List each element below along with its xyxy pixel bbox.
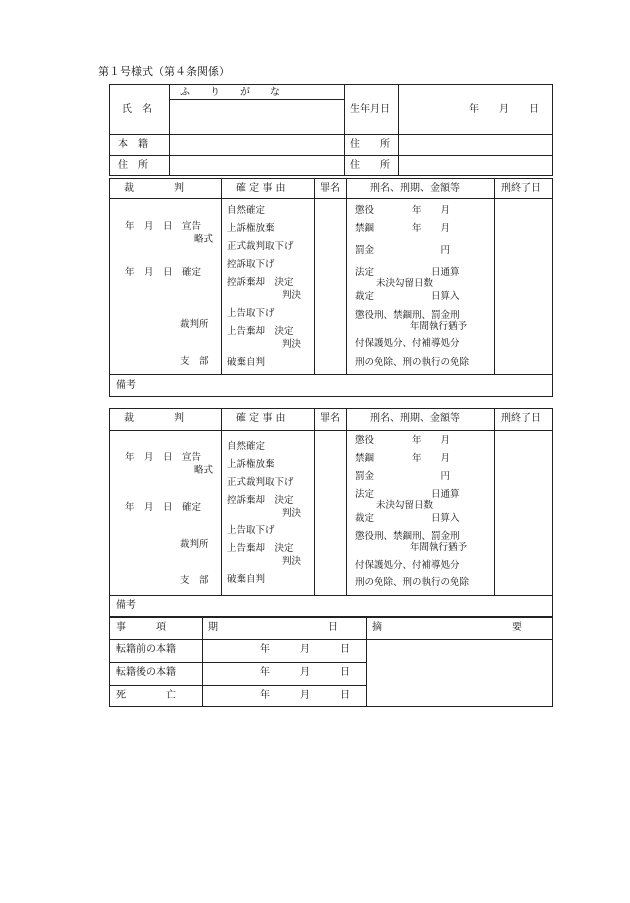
sentence-header: 刑名、刑期、金額等: [370, 413, 460, 424]
judgment-table-divider: [109, 374, 553, 375]
confirmation-reason: 自然確定: [227, 441, 266, 452]
transfer-death-divider: [109, 685, 366, 686]
confirmation-reason: 上告取下げ: [227, 525, 275, 536]
court-header: 裁 判: [124, 183, 184, 194]
transfer-before-label: 転籍前の本籍: [116, 644, 176, 655]
sentence-line: 法定 日通算: [355, 267, 460, 278]
sentence-line: 年間執行猶予: [410, 542, 468, 553]
sentence-line: 未決勾留日数: [376, 500, 434, 511]
period-header: 期 日: [208, 622, 338, 633]
name-label: 氏 名: [122, 104, 152, 115]
sentence-line: 罰金 円: [355, 471, 451, 482]
transfer-death-divider: [202, 617, 203, 707]
end-date-header: 刑終了日: [501, 413, 541, 424]
confirmation-reason: 破棄自判: [227, 574, 266, 585]
furigana-label: ふ り が な: [180, 87, 280, 98]
confirmation-reason: 上訴権放棄: [227, 459, 275, 470]
end-date-header: 刑終了日: [501, 183, 541, 194]
court-line: 裁判所: [180, 539, 209, 550]
transfer-before-date: 年 月 日: [260, 644, 350, 655]
transfer-after-date: 年 月 日: [260, 667, 350, 678]
crime-name-header: 罪名: [320, 183, 340, 194]
summary-header: 摘 要: [372, 622, 522, 633]
judgment-table-divider: [346, 178, 347, 374]
judgment-table-divider: [314, 408, 315, 595]
sentence-line: 刑の免除、刑の執行の免除: [355, 357, 470, 368]
judgment-table-divider: [221, 178, 222, 374]
judgment-table-divider: [109, 430, 553, 431]
death-label: 死 亡: [116, 690, 176, 701]
court-line: 略式: [194, 465, 214, 476]
sentence-line: 懲役刑、禁錮刑、罰金刑: [355, 310, 460, 321]
sentence-line: 懲役 年 月: [355, 205, 451, 216]
court-line: 年 月 日 宣告: [125, 221, 202, 232]
court-line: 年 月 日 確定: [125, 502, 202, 513]
transfer-death-divider: [109, 639, 553, 640]
sentence-line: 法定 日通算: [355, 489, 460, 500]
personal-info-divider: [398, 84, 399, 176]
confirmation-reason-header: 確 定 事 由: [236, 183, 286, 194]
sentence-line: 裁定 日算入: [355, 513, 460, 524]
confirmation-reason: 判決: [282, 290, 302, 301]
confirmation-reason: 判決: [282, 339, 302, 350]
transfer-death-divider: [109, 662, 366, 663]
confirmation-reason-header: 確 定 事 由: [236, 413, 286, 424]
birth-date-label: 生年月日: [350, 104, 390, 115]
sentence-header: 刑名、刑期、金額等: [370, 183, 460, 194]
confirmation-reason: 控訴棄却 決定: [227, 277, 294, 288]
judgment-table-divider: [494, 408, 495, 595]
court-line: 裁判所: [180, 319, 209, 330]
personal-info-table: [109, 84, 553, 176]
judgment-table-divider: [494, 178, 495, 374]
confirmation-reason: 上告棄却 決定: [227, 326, 294, 337]
sentence-line: 年間執行猶予: [410, 321, 468, 332]
judgment-table-divider: [109, 198, 553, 199]
judgment-table-divider: [109, 595, 553, 596]
confirmation-reason: 判決: [282, 556, 302, 567]
sentence-line: 禁錮 年 月: [355, 223, 451, 234]
confirmation-reason: 控訴取下げ: [227, 259, 275, 270]
right-address-label-2: 住 所: [350, 160, 390, 171]
court-header: 裁 判: [124, 413, 184, 424]
personal-info-divider: [169, 84, 170, 176]
sentence-line: 刑の免除、刑の執行の免除: [355, 577, 470, 588]
sentence-line: 付保護処分、付補導処分: [355, 560, 460, 571]
judgment-table-1: [109, 178, 553, 397]
personal-info-divider: [344, 84, 345, 176]
confirmation-reason: 正式裁判取下げ: [227, 241, 294, 252]
court-line: 支 部: [180, 356, 209, 367]
personal-info-divider: [109, 134, 553, 135]
birth-date-value: 年 月 日: [469, 104, 539, 115]
personal-info-divider: [109, 155, 553, 156]
form-title: 第１号様式（第４条関係）: [98, 65, 230, 78]
confirmation-reason: 上訴権放棄: [227, 223, 275, 234]
crime-name-header: 罪名: [320, 413, 340, 424]
remarks-label: 備考: [116, 600, 136, 611]
confirmation-reason: 判決: [282, 508, 302, 519]
address-label: 住 所: [118, 160, 148, 171]
judgment-table-divider: [314, 178, 315, 374]
transfer-death-divider: [366, 617, 367, 707]
right-address-label-1: 住 所: [350, 139, 390, 150]
court-line: 年 月 日 宣告: [125, 452, 202, 463]
judgment-table-divider: [346, 408, 347, 595]
court-line: 略式: [194, 234, 214, 245]
court-line: 支 部: [180, 575, 209, 586]
judgment-table-divider: [221, 408, 222, 595]
remarks-label: 備考: [116, 380, 136, 391]
confirmation-reason: 自然確定: [227, 205, 266, 216]
death-date: 年 月 日: [260, 690, 350, 701]
confirmation-reason: 控訴棄却 決定: [227, 495, 294, 506]
confirmation-reason: 破棄自判: [227, 357, 266, 368]
transfer-after-label: 転籍後の本籍: [116, 667, 176, 678]
sentence-line: 未決勾留日数: [376, 278, 434, 289]
personal-info-divider: [169, 99, 344, 100]
item-header: 事 項: [116, 622, 166, 633]
sentence-line: 裁定 日算入: [355, 291, 460, 302]
sentence-line: 懲役 年 月: [355, 435, 451, 446]
court-line: 年 月 日 確定: [125, 267, 202, 278]
sentence-line: 罰金 円: [355, 245, 451, 256]
confirmation-reason: 上告取下げ: [227, 308, 275, 319]
confirmation-reason: 正式裁判取下げ: [227, 477, 294, 488]
sentence-line: 懲役刑、禁錮刑、罰金刑: [355, 531, 460, 542]
honseki-label: 本 籍: [118, 139, 148, 150]
confirmation-reason: 上告棄却 決定: [227, 543, 294, 554]
sentence-line: 禁錮 年 月: [355, 453, 451, 464]
sentence-line: 付保護処分、付補導処分: [355, 338, 460, 349]
